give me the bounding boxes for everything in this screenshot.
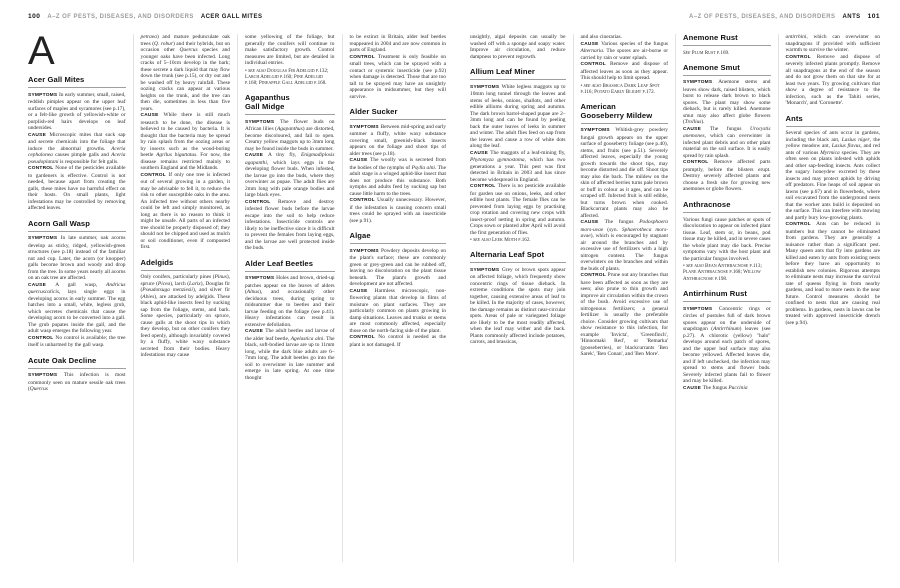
field-label: CONTROL — [785, 54, 817, 60]
text-column — [28, 34, 133, 562]
entry-paragraph: SYMPTOMS In late summer, oak acorns develop as sticky, ridged, yellowish-green structures (see p.18) instead of the familiar nut and cup. Later, the acorn (or knopper) galls become brown and woody and drop from the tree. In some years nearly all acorns on an oak tree are affected. — [28, 235, 126, 282]
field-label: CONTROL — [470, 184, 498, 190]
entry-paragraph: SYMPTOMS This infection is most commonly seen on mature sessile oak trees (Quercus — [28, 372, 126, 393]
entry-heading: Alder Sucker — [350, 108, 447, 120]
cross-reference: See Plum Rust p.169. — [683, 49, 730, 56]
entry-paragraph: CAUSE A tiny fly, Enigmadiplosis agapanthi, which lays eggs in the developing flower buds. When infested, the larvae go into the buds, where they overwinter as pupae. The adult flies are 2mm long with pale orange bodies and large black eyes. — [245, 152, 335, 199]
field-label: CONTROL — [245, 199, 279, 205]
entry-heading: Anemone Rust — [683, 34, 771, 46]
field-label: CAUSE — [349, 158, 371, 164]
entry-paragraph: CAUSE A gall wasp, Andricus quercuscalicis, lays single eggs in developing acorns in early summer. The egg hatches into a small, white, legless grub, which secretes chemicals that cause the developing acorn to be converted into a gall. The grub pupates inside the gall, and the adult wasp emerges the following year. — [28, 281, 126, 335]
page-columns — [28, 34, 446, 562]
field-label: SYMPTOMS — [28, 373, 64, 379]
field-label: SYMPTOMS — [245, 276, 277, 282]
entry-paragraph: CAUSE Microscopic mites that suck sap and secrete chemicals into the foliage that induce the abnormal growths. Aceria cephalonea causes pimple galls and Aceria pseudoplatani is responsible for felt galls. — [28, 131, 126, 165]
entry-paragraph: SYMPTOMS Powdery deposits develop on the plant's surface; these are commonly green or grey-green and can be rubbed off, leaving no discoloration on the plant tissue beneath. The plant's growth and development are not affected. — [349, 247, 446, 288]
field-label: SYMPTOMS — [683, 80, 719, 86]
entry-paragraph: CAUSE The adult beetles and larvae of the alder leaf beetle, Agelastica alni. The black, soft-bodied larvae are up to 11mm long, while the dark blue adults are 6–7mm long. The adult beetles go into the soil to overwinter in late summer and emerge in late spring. At one time thought — [245, 328, 335, 381]
text-column — [573, 34, 676, 562]
field-label: SYMPTOMS — [28, 236, 61, 242]
field-label: CONTROL — [349, 335, 379, 341]
entry-paragraph: petraea) and mature pedunculate oak trees (Q. robur) and their hybrids, but on occasion other Quercus species and younger oaks have been infected. Long cracks of 5–10cm develop in the bark; these secrete a dark liquid that may flow down the trunk (see p.15), or dry out and be washed off by heavy rainfall. These oozing cracks can appear at various heights on the trunk, and the tree can then die, sometimes in less than five years. — [140, 34, 231, 112]
entry-heading: Anemone Smut — [683, 64, 771, 76]
entry-paragraph: CONTROL No control is needed as the plant is not damaged. If — [349, 334, 446, 348]
field-label: CONTROL — [683, 160, 715, 166]
entry-paragraph: CONTROL If only one tree is infected out of several growing in a garden, it may be advisable to fell it, to reduce the risk to other susceptible oaks in the area. An infected tree without others nearby could be left and simply monitored, as long as there is no reason to think it might be unsafe. All parts of an infected tree should be properly disposed of; they should not be chipped and used as mulch or soil conditioner, even if composted first. — [140, 171, 230, 250]
section-title: ANTS — [842, 14, 861, 20]
entry-paragraph: SYMPTOMS Whitish-grey powdery fungal growth appears on the upper surface of gooseberry foliage (see p.40), stems, and fruits (see p.51). Severely affected leaves, especially the young growth towards the shoot tips, may become distorted and die off. Shoot tips may also die back. The mildew on the skin of affected berries turns pale brown or buff in colour as it ages, and can be scraped off. Infected fruit is still edible, but turns brown when cooked. Blackcurrant plants may also be affected. — [580, 127, 669, 219]
entry-heading: Algae — [350, 232, 447, 244]
field-label: CAUSE — [245, 329, 266, 335]
entry-heading: Anthracnose — [683, 201, 771, 213]
field-label: SYMPTOMS — [245, 119, 281, 125]
entry-paragraph: Various fungi cause patches or spots of discoloration to appear on infected plant tissue. Leaf, stem or, in beans, pod tissue may be killed, and in severe cases the whole plant may die back. Precise symptoms vary with the host plant and the particular fungus involved. — [683, 216, 771, 262]
page-columns — [470, 34, 880, 562]
field-label: CONTROL — [28, 335, 56, 341]
field-label: CAUSE — [683, 385, 703, 391]
page-left — [28, 0, 446, 588]
page-header-left — [28, 0, 446, 26]
entry-paragraph: CONTROL Remove affected parts promptly, before the blisters erupt. Destroy severely affected plants and choose a fresh site for growing new anemones or globe flowers. — [683, 159, 771, 193]
field-label: CONTROL — [785, 222, 817, 228]
entry-paragraph: CAUSE The woolly wax is secreted from the bodies of the nymphs of Psylla alni. The adult stage is a winged aphid-like insect that does not produce this substance. Both nymphs and adults feed by sucking sap but cause little harm to the trees. — [349, 157, 446, 197]
entry-paragraph: CAUSE Harmless microscopic, non-flowering plants that develop in films of moisture on plant surfaces. They are particularly common on plants growing in damp situations. Leaves and trunks or stems are most commonly affected, especially those on the north-facing side of the plant. — [349, 287, 446, 334]
field-label: SYMPTOMS — [580, 128, 616, 134]
entry-paragraph: CAUSE The fungus Podosphaera mors-uvae (syn. Sphaerotheca mors-uvae), which is encouraged by stagnant air around the branches and by excessive use of fertilizers with a high nitrogen content. The fungus overwinters on the branches and within the buds of plants. — [580, 219, 668, 272]
page-number: 100 — [28, 13, 41, 20]
page-header-right — [470, 0, 880, 26]
text-column — [133, 34, 238, 562]
field-label: CAUSE — [470, 150, 491, 156]
field-label: CAUSE — [140, 113, 164, 118]
entry-paragraph: SYMPTOMS White legless maggots up to 10mm long tunnel through the leaves and stems of leeks, onions, shallots, and other edible alliums during spring and autumn. The dark brown barrel-shaped pupae are 2–3mm long and can be found by peeling back the outer leaves of leeks in summer and winter. The adult flies feed on sap from the leaves and cause a row of white dots along the leaf. — [470, 83, 566, 150]
text-column — [342, 34, 447, 562]
cross-reference: • see also Douglas Fir Adelgid p.132; Larch Adelgid p.160; Pine Adelgid p.168; Pineapple Gall Adelgid p.168. — [245, 67, 329, 87]
page-number: 101 — [867, 13, 880, 20]
entry-paragraph: some yellowing of the foliage, but generally the conifers will continue to make satisfactory growth. Control measures are limited, but are detailed in individual entries. — [245, 34, 335, 66]
entry-paragraph: and also cinerarias. — [580, 34, 622, 40]
entry-paragraph: SYMPTOMS Between mid-spring and early summer a fluffy, white waxy substance covering small, greenish-black insects appears on the foliage and shoot tips of alder trees (see p.18). — [349, 123, 446, 157]
running-head: A–Z OF PESTS, DISEASES, AND DISORDERS — [47, 14, 194, 20]
text-column — [675, 34, 778, 562]
text-column — [778, 34, 881, 562]
field-label: CAUSE — [245, 153, 268, 159]
entry-paragraph: SYMPTOMS Anemone stems and leaves show dark, raised blisters, which burst to release dark brown to black spores. The plant may show some dieback, but is rarely killed. Anemone smut may also affect globe flowers (Trollius). — [683, 79, 771, 126]
entry-paragraph: SYMPTOMS Concentric rings or circles of pustules full of dark brown spores appear on the underside of snapdragon (Antirrhinum) leaves (see p.27). A chlorotic (yellow) "halo" develops around each patch of spores, and the upper leaf surface may also become yellowed. Affected leaves die, and if left unchecked, the infection may spread to stems and flower buds. Severely infected plants fail to flower and may be killed. — [683, 305, 771, 385]
field-label: CONTROL — [140, 172, 169, 178]
drop-cap-letter: A — [28, 34, 55, 73]
field-label: CAUSE — [683, 126, 710, 132]
field-label: SYMPTOMS — [349, 124, 381, 130]
page-right — [470, 0, 880, 588]
entry-heading: Acute Oak Decline — [28, 357, 126, 369]
field-label: CONTROL — [28, 166, 56, 172]
entry-heading: Alternaria Leaf Spot — [470, 251, 566, 263]
cross-reference: • see also Bean Anthracnose p.113; Plane Anthracnose p.168; Willow Anthracnose p.198. — [683, 263, 762, 282]
field-label: CAUSE — [28, 282, 56, 288]
entry-heading: Adelgids — [141, 259, 231, 271]
entry-paragraph: SYMPTOMS The flower buds on African lilies (Agapanthus) are distorted, become discoloured, and fail to open. Creamy yellow maggots up to 3mm long may be found inside the buds in summer. — [245, 118, 335, 152]
field-label: CONTROL — [349, 54, 378, 60]
entry-paragraph: Several species of ants occur in gardens, including the black ant, Lasius niger, the yellow meadow ant, Lasius flavus, and red ants of various Myrmica species. They are often seen on plants infested with aphids and other sap-feeding insects. Ants collect the sugary honeydew excreted by these insects and may protect aphids by driving off predators. Fine heaps of soil appear on lawns (see p.67) and in flowerbeds, where soil excavated from the underground nests that the worker ants build is deposited on the surface. This can interfere with mowing and partly bury low-growing plants. — [785, 130, 880, 221]
entry-paragraph: antirrhini, which can overwinter on snapdragons if provided with sufficient warmth to survive the winter. — [785, 34, 880, 53]
entry-paragraph: CAUSE The fungus Puccinia — [683, 384, 748, 391]
entry-paragraph: CONTROL Remove and dispose of affected leaves as soon as they appear. This should help to limit spread. — [580, 61, 668, 81]
entry-paragraph: CONTROL None of the pesticides available to gardeners is effective. Control is not needed, because apart from creating the galls, these mites have no harmful effect on their hosts. On small plants, light infestations may be controlled by removing affected leaves. — [28, 165, 126, 212]
field-label: CAUSE — [580, 220, 605, 226]
entry-paragraph: SYMPTOMS Holes and brown, dried-up patches appear on the leaves of alders (Alnus), and occasionally other deciduous trees, during spring to midsummer due to beetles and their larvae feeding on the foliage (see p.41). Heavy infestations can result in extensive defoliation. — [245, 275, 335, 328]
entry-heading: Acer Gall Mites — [28, 76, 126, 88]
entry-heading: Alder Leaf Beetles — [245, 260, 335, 272]
text-column — [237, 34, 342, 562]
entry-paragraph: CAUSE The maggots of a leaf-mining fly, Phytomyza gymnostoma, which has two generations a year. This pest was first detected in Britain in 2003 and has since become widespread in England. — [470, 149, 566, 183]
cross-reference: • see also Brassica Dark Leaf Spot p.116; Potato Early Blight p.172. — [580, 82, 660, 95]
entry-paragraph: unsightly, algal deposits can usually be washed off with a sponge and soapy water. Improve air circulation, and reduce dampness to prevent regrowth. — [470, 34, 566, 60]
cross-reference: • see also Leek Moth p.162. — [470, 237, 531, 244]
entry-heading: Acorn Gall Wasp — [28, 220, 126, 232]
field-label: CONTROL — [580, 62, 610, 67]
entry-paragraph: CONTROL No control is available; the tree itself is unharmed by the gall wasp. — [28, 334, 126, 349]
entry-paragraph: CONTROL Remove and dispose of severely infected plants promptly. Remove all snapdragons at the end of the season and do not grow them on that site for at least two years. Try growing cultivars that show a degree of resistance to the infection, such as the Tahiti series, 'Monarch', and 'Coronette'. — [785, 53, 880, 106]
field-label: SYMPTOMS — [470, 267, 502, 273]
entry-paragraph: CAUSE The fungus Urocystis anemones, which can overwinter in infected plant debris and on other plant material on the soil surface. It is easily spread by rain splash. — [683, 125, 771, 159]
entry-paragraph: Only conifers, particularly pines (Pinus), spruce (Picea), larch (Larix), Douglas fir (Pseudotsuga menziesii), and silver fir (Abies), are attacked by adelgids. These black aphid-like insects feed by sucking sap from the foliage, stems, and bark. Some species, particularly on spruce, cause galls at the shoot tips in which they develop, but on other conifers they feed openly, although invariably covered by a fluffy, white waxy substance secreted from their bodies. Heavy infestations may cause — [140, 274, 230, 359]
entry-paragraph: CONTROL Usually unnecessary. However, if the infestation is causing concern small trees could be sprayed with an insecticide (see p.91). — [349, 197, 446, 224]
field-label: CAUSE — [580, 41, 602, 47]
entry-paragraph: to be extinct in Britain, alder leaf beetles reappeared in 2004 and are now common in parts of England. — [349, 34, 446, 53]
entry-paragraph: CONTROL Treatment is only feasible on small trees, which can be sprayed with a contact or systemic insecticide (see p.92) when damage is detected. Those that are too tall to be sprayed may have an unsightly appearance in midsummer, but they will survive. — [349, 53, 446, 100]
text-column — [470, 34, 573, 562]
entry-heading: Antirrhinum Rust — [683, 290, 771, 302]
running-head: A–Z OF PESTS, DISEASES, AND DISORDERS — [689, 14, 836, 20]
entry-paragraph: SYMPTOMS In early summer, small, raised, reddish pimples appear on the upper leaf surfaces of maples and sycamores (see p.17), or a felt-like growth of yellowish-white or purplish-red hairs develops on leaf undersides. — [28, 91, 126, 132]
field-label: CONTROL — [580, 273, 608, 279]
entry-paragraph: CONTROL There is no pesticide available for garden use on onions, leeks, and other edible host plants. The female flies can be prevented from laying eggs by practising crop rotation and covering new crops with insect-proof netting in spring and autumn. Crops sown or planted after April will avoid the first generation of flies. — [470, 183, 566, 236]
section-title: ACER GALL MITES — [200, 14, 263, 20]
field-label: CAUSE — [28, 132, 50, 138]
field-label: SYMPTOMS — [683, 306, 719, 312]
field-label: CAUSE — [349, 288, 375, 294]
field-label: SYMPTOMS — [28, 92, 59, 98]
entry-heading: American Gooseberry Mildew — [581, 103, 669, 124]
entry-heading: Allium Leaf Miner — [470, 68, 566, 80]
entry-paragraph: CAUSE Various species of the fungus Alternaria. The spores are air-borne or carried by rain or water splash. — [580, 40, 668, 61]
entry-heading: Ants — [786, 115, 881, 127]
entry-paragraph: CONTROL Remove and destroy infested flower buds before the larvae escape into the soil to help reduce infestations. Insecticide controls are likely to be ineffective since it is difficult to prevent the females from laying eggs, and the larvae are well protected inside the buds. — [245, 198, 335, 252]
entry-paragraph: CAUSE While there is still much research to be done, the disease is believed to be caused by bacteria. It is thought that the bacteria may be spread by rain splash from the oozing areas or by insects such as the wood-boring beetle Agrilus biguttatus. For now, the disease remains restricted mainly to southern England and the Midlands. — [140, 112, 231, 171]
entry-paragraph: CONTROL Ants can be reduced in numbers but they cannot be eliminated from gardens. They are generally a nuisance rather than a significant pest. Many queen ants that fly into gardens are killed and eaten by ants from existing nests before they have an opportunity to establish new colonies. Rigorous attempts to eliminate nests may increase the survival rate of queens flying in from nearby gardens, and lead to more nests in the near future. Control measures should be confined to nests that are causing real problems. In gardens, nests in lawns can be treated with approved insecticide drench (see p.94). — [785, 221, 880, 326]
entry-paragraph: CONTROL Prune out any branches that have been affected as soon as they are seen; also prune to thin growth and improve air circulation within the crown of the bush. Avoid excessive use of nitrogenous fertilizers; a general fertilizer is usually the preferable choice. Consider growing cultivars that show resistance to this infection, for example 'Invicta', 'Greenfinch', 'Hinnomaki Red', or 'Remarka' (gooseberries), or blackcurrants 'Ben Sarek', 'Ben Conan', and 'Ben More'. — [580, 272, 668, 358]
field-label: CONTROL — [349, 198, 378, 204]
entry-paragraph: SYMPTOMS Grey or brown spots appear on affected foliage, which frequently show concentric rings of tissue dieback. In extreme conditions the spots may join together, causing extensive areas of leaf to be killed. In the majority of cases, however, the damage remains as distinct near-circular spots. Areas of pale or variegated foliage are likely to be the most readily affected, when the leaf may wither and die back. Plants commonly affected include potatoes, carrots, and brassicas, — [470, 266, 566, 346]
entry-heading: Agapanthus Gall Midge — [245, 94, 335, 115]
field-label: SYMPTOMS — [470, 84, 502, 90]
field-label: SYMPTOMS — [349, 248, 381, 254]
